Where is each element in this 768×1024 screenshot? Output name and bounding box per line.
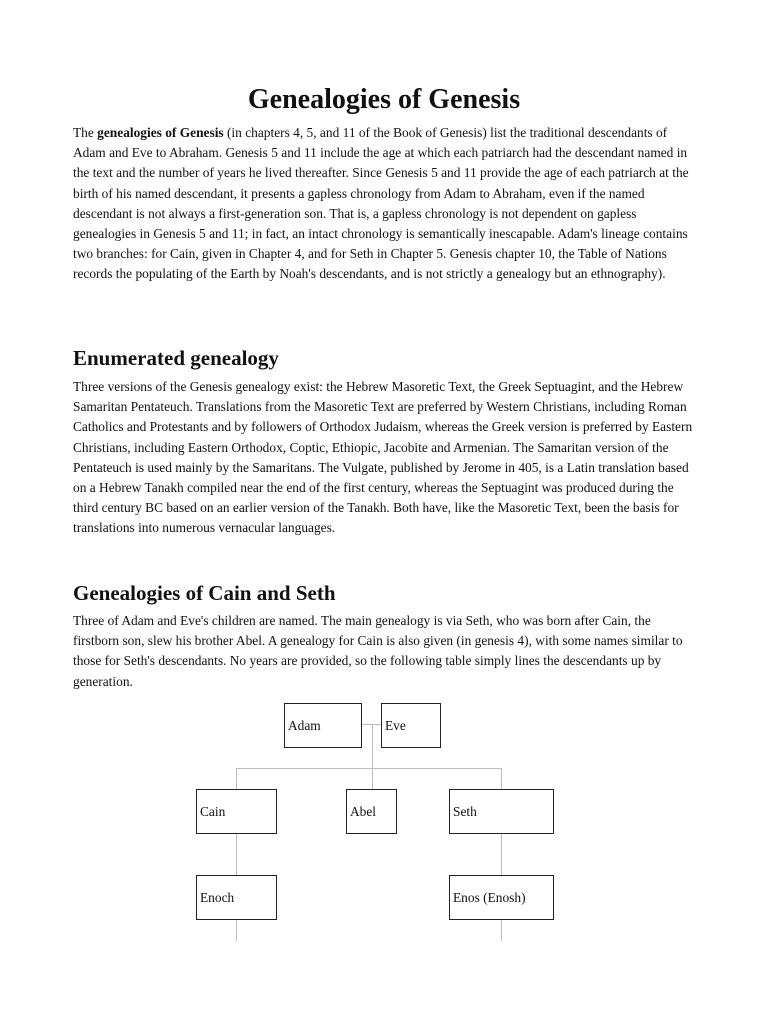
- intro-lead: The: [73, 125, 98, 140]
- section-text-enumerated: Three versions of the Genesis genealogy exist: the Hebrew Masoretic Text, the Greek Septuagint, and the Hebrew Samaritan Pentateuch. Translations from the Masoretic Text are preferred by Western Christians, including Roman Catholics and Protestants and by followers of Orthodox Judaism, whereas the Greek version is preferred by Eastern Christians, including Eastern Orthodox, Coptic, Ethiopic, Jacobite and Armenian. The Samaritan version of the Pentateuch is used mainly by the Samaritans. The Vulgate, published by Jerome in 405, is a Latin translation based on a Hebrew Tanakh compiled near the end of the first century, whereas the Septuagint was produced during the third century BC based on an earlier version of the Tanakh. Both have, like the Masoretic Text, been the basis for translations into numerous vernacular languages.: [73, 379, 693, 536]
- tree-node-abel: Abel: [346, 789, 397, 834]
- section-heading-cain-seth: Genealogies of Cain and Seth: [73, 581, 336, 605]
- section-heading-enumerated: Enumerated genealogy: [73, 346, 279, 370]
- tree-node-eve: Eve: [381, 703, 441, 748]
- tree-node-seth: Seth: [449, 789, 554, 834]
- tree-node-adam: Adam: [284, 703, 362, 748]
- seth-drop-line: [501, 768, 502, 790]
- intro-rest: (in chapters 4, 5, and 11 of the Book of Genesis) list the traditional descendants of Adam and Eve to Abraham. Genesis 5 and 11 include the age at which each patriarch had the descendant named in the text and the number of years he lived thereafter. Since Genesis 5 and 11 provide the age of each patriarch at the birth of his named descendant, it presents a gapless chronology from Adam to Abraham, even if the named descendant is not always a first-generation son. That is, a gapless chronology is not dependent on gapless genealogies in Genesis 5 and 11; in fact, an intact chronology is semantically inescapable. Adam's lineage contains two branches: for Cain, given in Chapter 4, and for Seth in Chapter 5. Genesis chapter 10, the Table of Nations records the populating of the Earth by Noah's descendants, and is not strictly a genealogy but an ethnography).: [73, 125, 689, 282]
- children-bar: [236, 768, 501, 769]
- cain-to-enoch-line: [236, 833, 237, 876]
- enoch-descent-line: [236, 919, 237, 941]
- cain-drop-line: [236, 768, 237, 790]
- section-text-cain-seth: Three of Adam and Eve's children are named. The main genealogy is via Seth, who was born after Cain, the firstborn son, slew his brother Abel. A genealogy for Cain is also given (in genesis 4), with some names similar to those for Seth's descendants. No years are provided, so the following table simply lines the descendants up by generation.: [73, 613, 683, 689]
- couple-drop-line: [372, 724, 373, 769]
- tree-node-enos: Enos (Enosh): [449, 875, 554, 920]
- page-title: Genealogies of Genesis: [247, 84, 521, 115]
- abel-drop-line: [372, 768, 373, 790]
- seth-to-enos-line: [501, 833, 502, 876]
- tree-node-enoch: Enoch: [196, 875, 277, 920]
- tree-node-cain: Cain: [196, 789, 277, 834]
- enos-descent-line: [501, 919, 502, 941]
- intro-bold-term: genealogies of Genesis: [97, 125, 224, 140]
